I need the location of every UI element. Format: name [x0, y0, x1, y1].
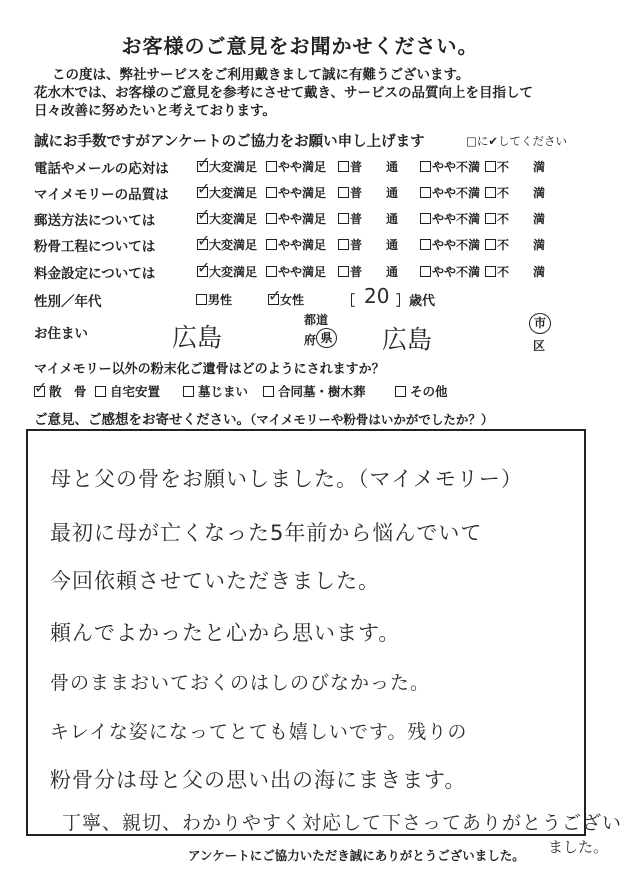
survey-option-checkbox[interactable] [266, 161, 277, 172]
comment-line: 丁寧、親切、わかりやすく対応して下さってありがとうござい [62, 812, 622, 834]
survey-option-label: やや満足 [278, 186, 327, 200]
intro-line-3: 日々改善に努めたいと考えております。 [34, 103, 276, 119]
survey-option-checkbox[interactable] [420, 239, 431, 250]
survey-option-label: 大変満足 [209, 265, 258, 279]
gender-male-checkbox[interactable] [196, 294, 207, 305]
remains-option-label: 散 骨 [49, 384, 87, 399]
survey-option-checkbox[interactable] [197, 153, 211, 172]
survey-option-label: やや不満 [432, 160, 481, 174]
survey-option-label: やや満足 [278, 265, 327, 279]
survey-option-label: 大変満足 [209, 238, 258, 252]
survey-option[interactable] [266, 158, 326, 175]
survey-option-checkbox[interactable] [485, 239, 496, 250]
survey-option-label: 不 満 [497, 160, 546, 174]
survey-option-checkbox[interactable] [338, 187, 349, 198]
remains-option[interactable] [95, 382, 160, 400]
survey-option-label: やや満足 [278, 160, 327, 174]
comments-heading-sub: （マイメモリーや粉骨はいかがでしたか？） [250, 412, 494, 427]
remains-option-checkbox[interactable] [263, 386, 274, 397]
survey-option-label: 不 満 [497, 238, 546, 252]
survey-option-label: 不 満 [497, 265, 546, 279]
remains-option-checkbox[interactable] [183, 386, 194, 397]
survey-option[interactable] [266, 236, 326, 253]
survey-option[interactable] [338, 263, 398, 280]
survey-option-checkbox[interactable] [197, 258, 211, 277]
gender-female-checkmark: ✓ [268, 286, 282, 305]
survey-option-label: 普 通 [350, 160, 399, 174]
gender-male-label: 男性 [208, 293, 233, 307]
city-suffix-ku: 区 [533, 339, 546, 353]
survey-option[interactable] [197, 205, 258, 227]
remains-option-checkbox[interactable] [34, 378, 48, 397]
survey-option[interactable] [420, 263, 480, 280]
remains-question: マイメモリー以外の粉末化ご遺骨はどのようにされますか？ [34, 362, 385, 377]
survey-option-checkbox[interactable] [485, 161, 496, 172]
survey-option[interactable] [338, 184, 398, 201]
survey-option[interactable] [266, 210, 326, 227]
intro-line-2: 花水木では、お客様のご意見を参考にさせて戴き、サービスの品質向上を目指して [34, 85, 533, 101]
survey-option-checkbox[interactable] [197, 231, 211, 250]
comment-overflow-text: ました。 [548, 838, 609, 856]
comment-line: 母と父の骨をお願いしました。（マイメモリー） [50, 467, 523, 491]
survey-option-label: 普 通 [350, 212, 399, 226]
survey-option-checkmark: ✓ [197, 179, 211, 198]
remains-option-checkbox[interactable] [95, 386, 106, 397]
age-bracket-open: ［ [342, 294, 356, 309]
survey-option-checkbox[interactable] [420, 161, 431, 172]
survey-option-label: 普 通 [350, 186, 399, 200]
survey-option[interactable] [338, 236, 398, 253]
survey-option-label: 不 満 [497, 186, 546, 200]
gender-male-option[interactable] [196, 291, 232, 308]
remains-option[interactable] [395, 382, 448, 400]
survey-request-note: □に✔してください [466, 134, 568, 148]
survey-option-checkbox[interactable] [485, 187, 496, 198]
remains-option[interactable] [263, 382, 366, 400]
survey-question-label: 料金設定については [34, 266, 156, 282]
survey-question-label: マイメモリーの品質は [34, 187, 169, 203]
survey-option-label: やや不満 [432, 212, 481, 226]
survey-option[interactable] [485, 158, 545, 175]
survey-option[interactable] [197, 153, 258, 175]
gender-female-checkbox[interactable] [268, 286, 282, 305]
prefecture-suffix-top: 都道 [304, 313, 329, 327]
intro-line-1: この度は、弊社サービスをご利用戴きまして誠に有難うございます。 [52, 67, 470, 83]
survey-option[interactable] [420, 236, 480, 253]
survey-option-checkbox[interactable] [485, 213, 496, 224]
remains-option-label: 合同墓・樹木葬 [278, 384, 366, 399]
survey-option-checkbox[interactable] [338, 213, 349, 224]
survey-option[interactable] [420, 184, 480, 201]
survey-option-checkmark: ✓ [197, 231, 211, 250]
survey-option-checkbox[interactable] [420, 187, 431, 198]
survey-option-checkbox[interactable] [420, 266, 431, 277]
remains-option-checkbox[interactable] [395, 386, 406, 397]
survey-option-checkbox[interactable] [197, 179, 211, 198]
survey-question-label: 電話やメールの応対は [34, 161, 169, 177]
comment-line: 今回依頼させていただきました。 [50, 569, 380, 593]
survey-option-checkbox[interactable] [338, 161, 349, 172]
remains-option-label: 自宅安置 [110, 384, 161, 399]
survey-option-label: やや不満 [432, 238, 481, 252]
survey-option[interactable] [338, 210, 398, 227]
survey-option-label: やや不満 [432, 265, 481, 279]
survey-option-checkbox[interactable] [266, 213, 277, 224]
survey-request: 誠にお手数ですがアンケートのご協力をお願い申し上げます [34, 134, 425, 150]
comments-heading [34, 408, 493, 428]
footer-thanks: アンケートにご協力いただき誠にありがとうございました。 [188, 848, 525, 863]
address-label: お住まい [34, 326, 88, 342]
survey-option[interactable] [485, 236, 545, 253]
survey-option[interactable] [266, 263, 326, 280]
survey-option[interactable] [197, 258, 258, 280]
survey-option-label: 普 通 [350, 238, 399, 252]
survey-option[interactable] [485, 263, 545, 280]
survey-option-label: 大変満足 [209, 160, 258, 174]
survey-question-label: 粉骨工程については [34, 239, 156, 255]
survey-option-checkmark: ✓ [197, 258, 211, 277]
remains-option-label: 墓じまい [198, 384, 249, 399]
comment-line: 粉骨分は母と父の思い出の海にまきます。 [50, 768, 467, 792]
comment-line: 頼んでよかったと心から思います。 [50, 621, 401, 645]
profile-label: 性別／年代 [34, 294, 102, 310]
survey-option[interactable] [197, 179, 258, 201]
remains-option-checkmark: ✓ [34, 378, 48, 397]
survey-option[interactable] [266, 184, 326, 201]
survey-option[interactable] [197, 231, 258, 253]
remains-option[interactable] [34, 378, 87, 400]
survey-option-checkmark: ✓ [197, 205, 211, 224]
survey-option-label: 不 満 [497, 212, 546, 226]
gender-female-option[interactable] [268, 286, 305, 308]
survey-option-checkbox[interactable] [338, 266, 349, 277]
survey-option[interactable] [485, 184, 545, 201]
remains-option[interactable] [183, 382, 248, 400]
survey-option-checkbox[interactable] [338, 239, 349, 250]
survey-option[interactable] [420, 210, 480, 227]
survey-option-label: やや満足 [278, 212, 327, 226]
survey-option[interactable] [338, 158, 398, 175]
survey-option-checkbox[interactable] [266, 239, 277, 250]
survey-option-checkbox[interactable] [197, 205, 211, 224]
prefecture-suffix-ken-circled: 県 [316, 328, 337, 348]
survey-option-checkmark: ✓ [197, 153, 211, 172]
comment-line: 骨のままおいておくのはしのびなかった。 [50, 672, 431, 694]
city-suffix-shi-circled: 市 [529, 313, 551, 334]
comment-line: キレイな姿になってとても嬉しいです。残りの [50, 721, 468, 743]
comment-line: 最初に母が亡くなった5年前から悩んでいて [50, 521, 483, 545]
survey-option[interactable] [485, 210, 545, 227]
city-handwritten: 広島 [382, 325, 433, 354]
age-value: 20 [364, 284, 390, 308]
survey-option-label: やや満足 [278, 238, 327, 252]
prefecture-suffix-fu: 府 [304, 333, 317, 347]
gender-female-label: 女性 [280, 293, 305, 307]
survey-option-label: 大変満足 [209, 212, 258, 226]
comments-heading-main: ご意見、ご感想をお寄せください。 [34, 412, 250, 428]
survey-option-label: やや不満 [432, 186, 481, 200]
survey-option-label: 普 通 [350, 265, 399, 279]
survey-option-checkbox[interactable] [485, 266, 496, 277]
survey-option-checkbox[interactable] [266, 266, 277, 277]
survey-option-checkbox[interactable] [420, 213, 431, 224]
survey-option-label: 大変満足 [209, 186, 258, 200]
survey-option[interactable] [420, 158, 480, 175]
remains-option-label: その他 [410, 384, 448, 399]
survey-option-checkbox[interactable] [266, 187, 277, 198]
prefecture-handwritten: 広島 [172, 323, 223, 352]
age-bracket-close: ］歳代 [396, 294, 436, 309]
survey-question-label: 郵送方法については [34, 213, 156, 229]
page-title: お客様のご意見をお聞かせください。 [121, 34, 479, 58]
